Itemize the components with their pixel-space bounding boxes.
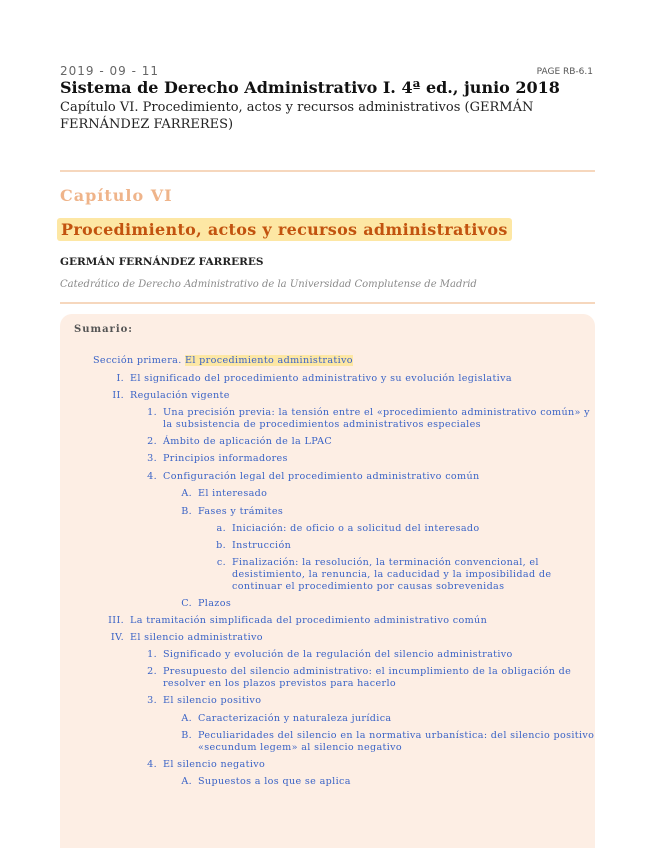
toc-item[interactable]: [181, 776, 351, 788]
toc-item-number: II.: [112, 390, 124, 401]
toc-item-number: 3.: [147, 695, 157, 706]
toc-item-number: B.: [181, 730, 192, 741]
toc-section-title: El procedimiento administrativo: [185, 355, 353, 366]
toc-item-number: A.: [181, 713, 192, 724]
summary-label: Sumario:: [74, 324, 133, 335]
toc-item-title: Ámbito de aplicación de la LPAC: [163, 436, 333, 447]
toc-item-number: 1.: [147, 649, 157, 660]
toc-item-title: La tramitación simplificada del procedimiento administrativo común: [130, 615, 488, 626]
toc-item[interactable]: [147, 407, 590, 431]
toc-item-number: a.: [216, 523, 226, 534]
toc-item-number: A.: [181, 488, 192, 499]
toc-item-title: Caracterización y naturaleza jurídica: [198, 713, 392, 724]
toc-item-title: El silencio positivo: [163, 695, 262, 706]
toc-section-prefix: Sección primera.: [93, 355, 182, 366]
toc-item-number: b.: [216, 540, 226, 551]
author-affiliation: Catedrático de Derecho Administrativo de la Universidad Complutense de Madrid: [60, 279, 477, 290]
toc-item-number: C.: [181, 598, 192, 609]
book-title: Sistema de Derecho Administrativo I. 4ª ed., junio 2018: [60, 78, 560, 97]
toc-item-title: Significado y evolución de la regulación del silencio administrativo: [163, 649, 513, 660]
page-code: PAGE RB-6.1: [536, 67, 593, 77]
chapter-title: Procedimiento, actos y recursos administrativos: [57, 218, 512, 241]
toc-item-title: Configuración legal del procedimiento administrativo común: [163, 471, 480, 482]
toc-section-link[interactable]: [93, 355, 353, 367]
toc-item-number: 2.: [147, 666, 157, 677]
toc-item-title: Instrucción: [232, 540, 292, 551]
toc-item[interactable]: [116, 373, 512, 385]
toc-item-number: A.: [181, 776, 192, 787]
toc-item-number: B.: [181, 506, 192, 517]
toc-item-number: IV.: [110, 632, 124, 643]
toc-item[interactable]: [147, 453, 288, 465]
toc-item[interactable]: [110, 632, 263, 644]
toc-item[interactable]: [216, 523, 480, 535]
toc-item-number: 2.: [147, 436, 157, 447]
toc-item[interactable]: [147, 695, 262, 707]
toc-item-title: Supuestos a los que se aplica: [198, 776, 351, 787]
toc-item-number: 3.: [147, 453, 157, 464]
toc-item-number: 4.: [147, 471, 157, 482]
toc-item[interactable]: [181, 713, 392, 725]
header-date: 2019 - 09 - 11: [60, 64, 159, 78]
chapter-author: GERMÁN FERNÁNDEZ FARRERES: [60, 256, 264, 268]
toc-item[interactable]: [216, 540, 292, 552]
toc-item-number: 4.: [147, 759, 157, 770]
toc-item-title: Presupuesto del silencio administrativo: el incumplimiento de la obligación de resolver en los plazos previstos para hacerlo: [163, 666, 572, 689]
toc-item-title: Principios informadores: [163, 453, 288, 464]
summary-box: [60, 314, 595, 848]
toc-item[interactable]: [181, 730, 595, 754]
toc-item[interactable]: [181, 488, 268, 500]
toc-item-title: El silencio administrativo: [130, 632, 263, 643]
toc-item-number: I.: [116, 373, 124, 384]
toc-item[interactable]: [181, 598, 232, 610]
toc-item[interactable]: [216, 557, 552, 593]
toc-item-title: Una precisión previa: la tensión entre el «procedimiento administrativo común» y la subsistencia de procedimientos administrativos especiales: [163, 407, 590, 430]
toc-item[interactable]: [147, 666, 572, 690]
toc-item[interactable]: [112, 390, 230, 402]
toc-item-title: Peculiaridades del silencio en la normativa urbanística: del silencio positivo «secundum legem» al silencio negativo: [198, 730, 595, 753]
toc-item-title: El silencio negativo: [163, 759, 266, 770]
toc-item-title: Plazos: [198, 598, 232, 609]
divider: [60, 302, 595, 304]
toc-item-title: Finalización: la resolución, la terminación convencional, el desistimiento, la renuncia, la caducidad y la imposibilidad de continuar el procedimiento por causas sobrevenidas: [232, 557, 552, 592]
toc-item[interactable]: [147, 759, 266, 771]
toc-item-number: 1.: [147, 407, 157, 418]
chapter-number: Capítulo VI: [60, 186, 173, 205]
toc-item[interactable]: [108, 615, 488, 627]
toc-item[interactable]: [181, 506, 284, 518]
toc-item-title: Iniciación: de oficio o a solicitud del interesado: [232, 523, 480, 534]
toc-item-number: III.: [108, 615, 124, 626]
divider: [60, 170, 595, 172]
toc-item[interactable]: [147, 649, 513, 661]
book-subtitle: Capítulo VI. Procedimiento, actos y recursos administrativos (GERMÁN FERNÁNDEZ FARRERES): [60, 100, 534, 132]
toc-item[interactable]: [147, 471, 480, 483]
toc-item[interactable]: [147, 436, 333, 448]
toc-item-title: Regulación vigente: [130, 390, 230, 401]
toc-item-title: El significado del procedimiento administrativo y su evolución legislativa: [130, 373, 512, 384]
toc-item-number: c.: [216, 557, 226, 568]
toc-item-title: El interesado: [198, 488, 268, 499]
toc-item-title: Fases y trámites: [198, 506, 284, 517]
